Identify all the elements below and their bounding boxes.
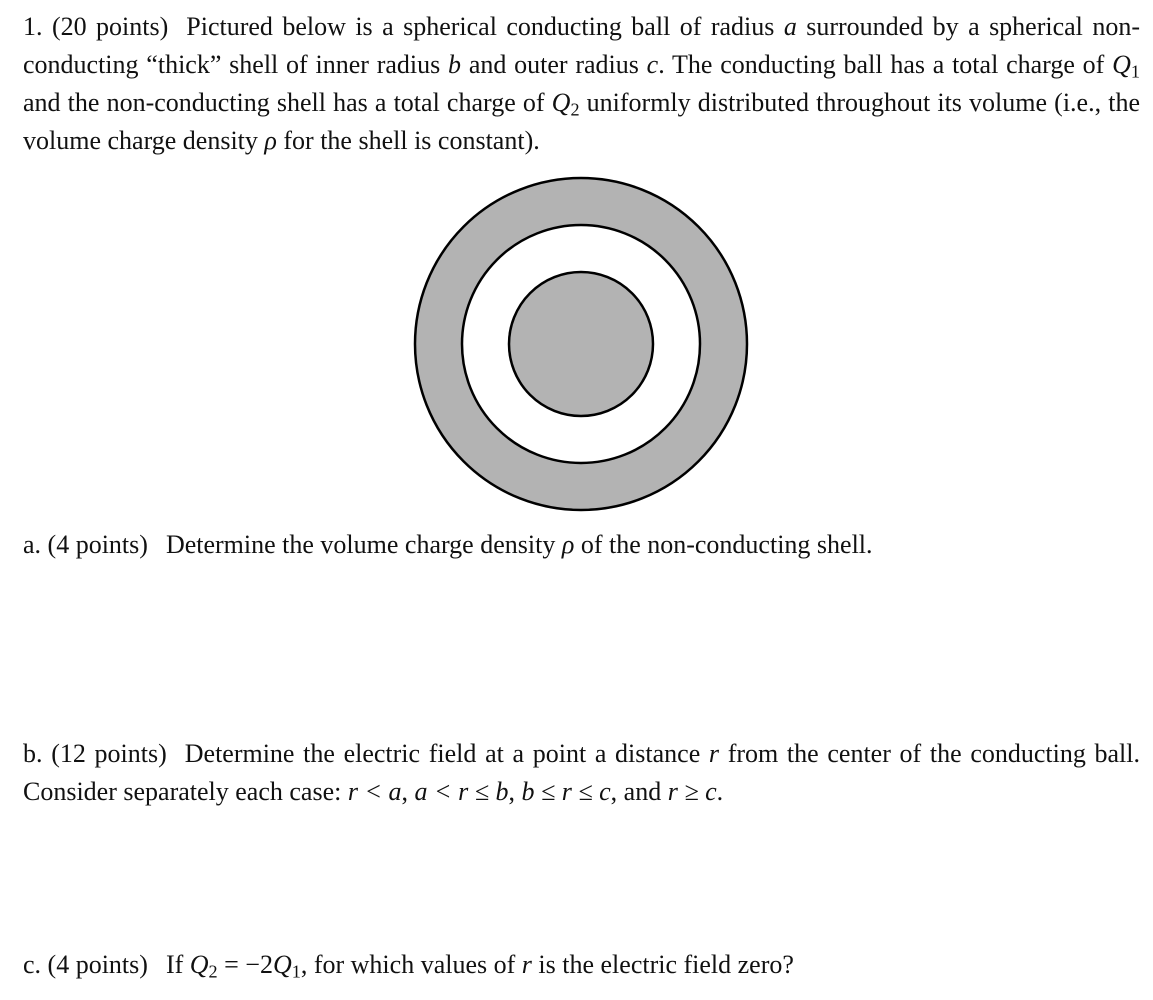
intro-text-7: for the shell is constant). [276,126,540,155]
conducting-ball [509,272,653,416]
part-b-var-r: r [708,739,720,768]
intro-text-1: Pictured below is a spherical conducting ball of radius [186,12,784,41]
problem-intro [23,8,1140,160]
problem-number [23,12,168,41]
part-c-text-3: is the electric field zero? [531,950,794,979]
part-b-case-1: r < a [347,777,402,806]
spheres-diagram [413,175,749,513]
part-c-var-q2: Q [189,950,209,979]
part-a [23,526,1140,564]
part-a-header [23,530,148,559]
problem-number-label: 1. [23,12,43,41]
part-a-text-1: Determine the volume charge density [165,530,562,559]
part-b-label: b. [23,739,43,768]
part-b-sep-3: , and [610,777,668,806]
part-b-sep-2: , [508,777,522,806]
var-q1-subscript: 1 [1130,61,1140,82]
var-q2-subscript: 2 [570,99,580,120]
intro-text-2: surrounded by a spherical non-conducting “thick” shell of inner radius [23,12,1141,79]
var-b: b [448,50,462,79]
part-b-header [23,739,167,768]
part-b-case-3: b ≤ r ≤ c [521,777,611,806]
part-c-var-q1-subscript: 1 [291,961,301,982]
concentric-spheres-figure [413,175,749,513]
var-a: a [783,12,797,41]
part-a-points: (4 points) [47,530,148,559]
part-b [23,735,1140,811]
intro-text-6: uniformly distributed throughout its volume (i.e., the volume charge density [23,88,1140,155]
var-c: c [646,50,659,79]
part-b-text-2: from the center of the conducting ball. Consider separately each case: [23,739,1141,806]
intro-text-3: and outer radius [461,50,647,79]
part-c-var-q2-subscript: 2 [208,961,218,982]
part-c-header [23,950,148,979]
intro-text-5: and the non-conducting shell has a total charge of [23,88,552,117]
part-c-var-q1: Q [272,950,292,979]
part-c-label: c. [23,950,42,979]
part-b-text-1: Determine the electric field at a point a distance [184,739,709,768]
part-b-sep-1: , [401,777,415,806]
part-c-points: (4 points) [47,950,148,979]
var-q1: Q [1112,50,1131,79]
problem-points: (20 points) [51,12,169,41]
part-b-end: . [716,777,724,806]
part-c [23,946,1140,984]
part-c-var-r: r [521,950,532,979]
part-c-text-2: , for which values of [300,950,522,979]
var-q2: Q [551,88,571,117]
part-a-text-2: of the non-conducting shell. [574,530,873,559]
part-c-text-1: If [165,950,190,979]
part-a-var-rho: ρ [561,530,575,559]
var-rho: ρ [264,126,277,155]
part-b-points: (12 points) [51,739,167,768]
part-a-label: a. [23,530,42,559]
part-b-case-2: a < r ≤ b [414,777,509,806]
intro-text-4: . The conducting ball has a total charge of [658,50,1113,79]
part-c-equation-middle: = −2 [217,950,273,979]
part-b-case-4: r ≥ c [667,777,717,806]
